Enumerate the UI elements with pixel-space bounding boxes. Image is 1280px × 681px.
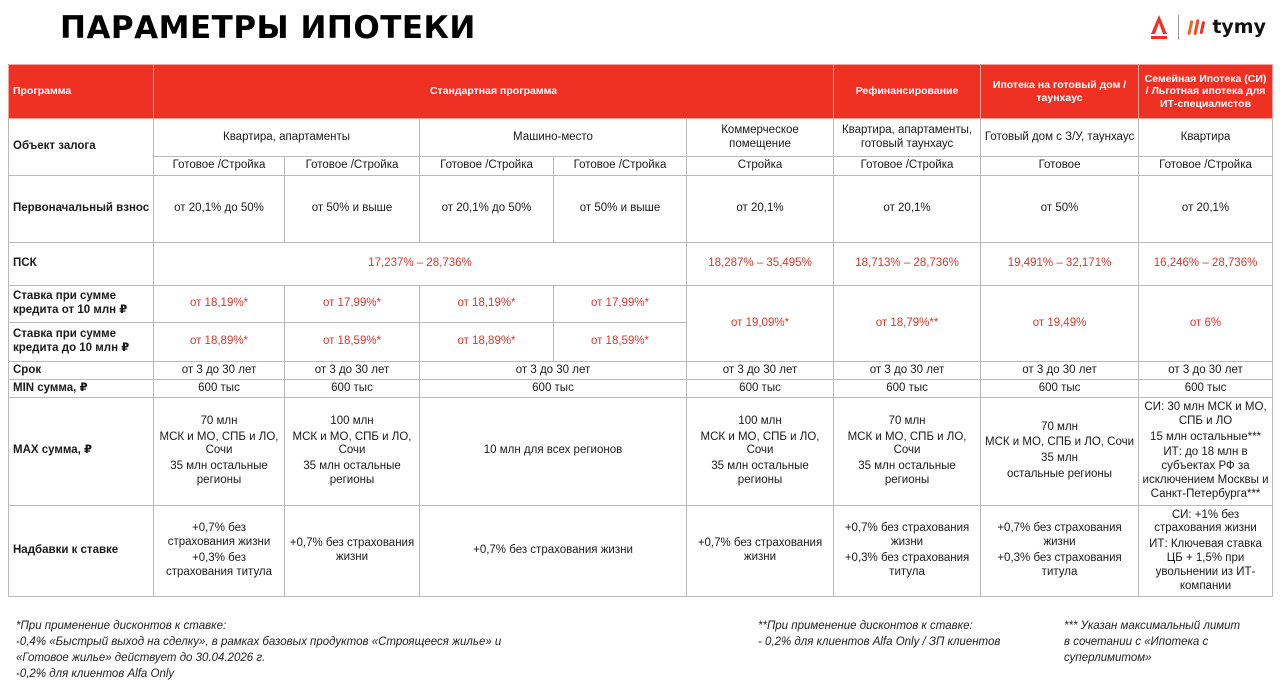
collateral-flat: Квартира, апартаменты (154, 119, 420, 157)
rate-house: от 19,49% (981, 286, 1139, 362)
max-sum-line: МСК и МО, СПБ и ЛО, Сочи (700, 430, 820, 457)
min-sum-cell: 600 тыс (420, 380, 687, 398)
max-sum-line: 35 млн остальные регионы (303, 460, 401, 486)
max-sum-line: МСК и МО, СПБ и ЛО, Сочи (985, 436, 1135, 449)
collateral-refinance: Квартира, апартаменты, готовый таунхаус (834, 119, 981, 157)
collateral-family: Квартира (1139, 119, 1273, 157)
brand-logos (1148, 14, 1266, 40)
sub-refinance: Готовое /Стройка (834, 157, 981, 176)
max-sum-line: СИ: 30 млн МСК и МО, СПБ и ЛО (1144, 401, 1267, 427)
rate-over10-cell: от 17,99%* (554, 286, 687, 323)
brand-name: tymy (1212, 16, 1266, 38)
surcharge-line: +0,3% без страхования титула (997, 551, 1122, 578)
psk-commercial: 18,287% – 35,495% (687, 243, 834, 286)
surcharge-house (981, 505, 1139, 597)
footnote-line: в сочетании с «Ипотека с (1064, 636, 1209, 649)
down-payment-row (9, 176, 1273, 243)
term-row (9, 362, 1273, 380)
footnote-line: *При применение дисконтов к ставке: (16, 620, 227, 632)
down-payment-cell: от 20,1% (1139, 176, 1273, 243)
term-cell: от 3 до 30 лет (1139, 362, 1273, 380)
surcharge-row (9, 505, 1273, 597)
max-sum-commercial (687, 398, 834, 506)
collateral-parking: Машино-место (420, 119, 687, 157)
max-sum-line: 35 млн (1041, 452, 1079, 465)
max-sum-line: 35 млн остальные регионы (858, 460, 956, 486)
max-sum-line: 70 млн (200, 414, 238, 427)
footnote-1 (16, 618, 501, 681)
surcharge-label: Надбавки к ставке (9, 505, 154, 597)
sub-commercial: Стройка (687, 157, 834, 176)
term-cell: от 3 до 30 лет (981, 362, 1139, 380)
min-sum-cell: 600 тыс (834, 380, 981, 398)
rate-commercial: от 19,09%* (687, 286, 834, 362)
tymy-logo (1187, 16, 1266, 38)
min-sum-cell: 600 тыс (285, 380, 420, 398)
footnote-line: «Готовое жилье» действует до 30.04.2026 г. (16, 652, 266, 665)
min-sum-row (9, 380, 1273, 398)
surcharge-commercial: +0,7% без страхования жизни (687, 505, 834, 597)
surcharge-parking: +0,7% без страхования жизни (420, 505, 687, 597)
header-program: Программа (9, 65, 154, 119)
rate-over10-label: Ставка при сумме кредита от 10 млн ₽ (9, 286, 154, 323)
surcharge-line: +0,7% без страхования жизни (167, 522, 271, 549)
max-sum-line: ИТ: до 18 млн в субъектах РФ за исключением Москвы и Санкт-Петербурга*** (1142, 446, 1269, 500)
collateral-commercial: Коммерческое помещение (687, 119, 834, 157)
rate-under10-cell: от 18,89%* (154, 323, 285, 362)
max-sum-refinance (834, 398, 981, 506)
max-sum-flat-build (285, 398, 420, 506)
max-sum-line: 35 млн остальные регионы (170, 460, 268, 486)
sub-flat-ready: Готовое /Стройка (154, 157, 285, 176)
header-refinance: Рефинансирование (834, 65, 981, 119)
surcharge-line: +0,7% без страхования жизни (844, 522, 970, 549)
max-sum-line: МСК и МО, СПБ и ЛО, Сочи (292, 430, 412, 457)
surcharge-family (1139, 505, 1273, 597)
min-sum-cell: 600 тыс (154, 380, 285, 398)
max-sum-flat-ready (154, 398, 285, 506)
term-cell: от 3 до 30 лет (154, 362, 285, 380)
max-sum-label: MAX сумма, ₽ (9, 398, 154, 506)
surcharge-line: +0,7% без страхования жизни (997, 522, 1122, 549)
collateral-house: Готовый дом с З/У, таунхаус (981, 119, 1139, 157)
header-house: Ипотека на готовый дом / таунхаус (981, 65, 1139, 119)
rate-under10-label: Ставка при сумме кредита до 10 млн ₽ (9, 323, 154, 362)
sub-family: Готовое /Стройка (1139, 157, 1273, 176)
collateral-row (9, 119, 1273, 157)
max-sum-line: 100 млн (330, 414, 374, 427)
psk-refinance: 18,713% – 28,736% (834, 243, 981, 286)
term-cell: от 3 до 30 лет (420, 362, 687, 380)
page-title: ПАРАМЕТРЫ ИПОТЕКИ (60, 10, 476, 46)
footnote-3 (1064, 618, 1240, 666)
psk-house: 19,491% – 32,171% (981, 243, 1139, 286)
collateral-label: Объект залога (9, 119, 154, 176)
collateral-subrow (9, 157, 1273, 176)
rate-over10-row (9, 286, 1273, 323)
rate-under10-cell: от 18,59%* (554, 323, 687, 362)
down-payment-cell: от 20,1% до 50% (420, 176, 554, 243)
max-sum-line: 35 млн остальные регионы (711, 460, 809, 486)
min-sum-cell: 600 тыс (981, 380, 1139, 398)
max-sum-house (981, 398, 1139, 506)
psk-row (9, 243, 1273, 286)
alfa-logo-icon (1148, 14, 1170, 40)
footnote-line: **При применение дисконтов к ставке: (758, 620, 973, 632)
down-payment-label: Первоначальный взнос (9, 176, 154, 243)
term-cell: от 3 до 30 лет (687, 362, 834, 380)
min-sum-cell: 600 тыс (1139, 380, 1273, 398)
sub-parking-ready: Готовое /Стройка (420, 157, 554, 176)
sub-parking-build: Готовое /Стройка (554, 157, 687, 176)
down-payment-cell: от 50% и выше (554, 176, 687, 243)
max-sum-parking: 10 млн для всех регионов (420, 398, 687, 506)
header-row (9, 65, 1273, 119)
logo-divider (1178, 15, 1179, 39)
footnote-line: - 0,2% для клиентов Alfa Only / ЗП клиентов (758, 636, 1001, 649)
down-payment-cell: от 20,1% (687, 176, 834, 243)
term-label: Срок (9, 362, 154, 380)
sub-flat-build: Готовое /Стройка (285, 157, 420, 176)
rate-under10-cell: от 18,59%* (285, 323, 420, 362)
footnote-line: *** Указан максимальный лимит (1064, 620, 1241, 632)
psk-standard: 17,237% – 28,736% (154, 243, 687, 286)
rate-family: от 6% (1139, 286, 1273, 362)
max-sum-line: остальные регионы (1007, 468, 1113, 481)
surcharge-line: +0,3% без страхования титула (844, 551, 970, 578)
down-payment-cell: от 20,1% до 50% (154, 176, 285, 243)
down-payment-cell: от 50% и выше (285, 176, 420, 243)
psk-family: 16,246% – 28,736% (1139, 243, 1273, 286)
footnote-line: суперлимитом» (1064, 652, 1152, 665)
psk-label: ПСК (9, 243, 154, 286)
surcharge-line: ИТ: Ключевая ставка ЦБ + 1,5% при увольнении из ИТ-компании (1149, 538, 1262, 592)
min-sum-label: MIN сумма, ₽ (9, 380, 154, 398)
down-payment-cell: от 50% (981, 176, 1139, 243)
sub-house: Готовое (981, 157, 1139, 176)
header-standard: Стандартная программа (154, 65, 834, 119)
rate-over10-cell: от 17,99%* (285, 286, 420, 323)
surcharge-flat-build: +0,7% без страхования жизни (285, 505, 420, 597)
down-payment-cell: от 20,1% (834, 176, 981, 243)
rate-over10-cell: от 18,19%* (420, 286, 554, 323)
max-sum-line: МСК и МО, СПБ и ЛО, Сочи (847, 430, 967, 457)
rate-over10-cell: от 18,19%* (154, 286, 285, 323)
tymy-mark-icon (1187, 17, 1209, 37)
max-sum-line: 70 млн (888, 414, 926, 427)
max-sum-line: МСК и МО, СПБ и ЛО, Сочи (159, 430, 279, 457)
rate-under10-cell: от 18,89%* (420, 323, 554, 362)
max-sum-line: 100 млн (738, 414, 782, 427)
max-sum-line: 15 млн остальные*** (1150, 430, 1262, 443)
min-sum-cell: 600 тыс (687, 380, 834, 398)
footnote-line: -0,2% для клиентов Alfa Only (16, 668, 175, 681)
rate-refinance: от 18,79%** (834, 286, 981, 362)
header-family: Семейная Ипотека (СИ) / Льготная ипотека для ИТ-специалистов (1139, 65, 1273, 119)
surcharge-refinance (834, 505, 981, 597)
surcharge-line: СИ: +1% без страхования жизни (1154, 508, 1257, 535)
term-cell: от 3 до 30 лет (285, 362, 420, 380)
footnote-line: -0,4% «Быстрый выход на сделку», в рамках базовых продуктов «Строящееся жилье» и (16, 636, 502, 649)
max-sum-line: 70 млн (1041, 420, 1079, 433)
max-sum-row (9, 398, 1273, 506)
term-cell: от 3 до 30 лет (834, 362, 981, 380)
surcharge-flat-ready (154, 505, 285, 597)
surcharge-line: +0,3% без страхования титула (165, 551, 273, 578)
max-sum-family (1139, 398, 1273, 506)
footnote-2 (758, 618, 1000, 650)
mortgage-parameters-table (8, 64, 1273, 597)
